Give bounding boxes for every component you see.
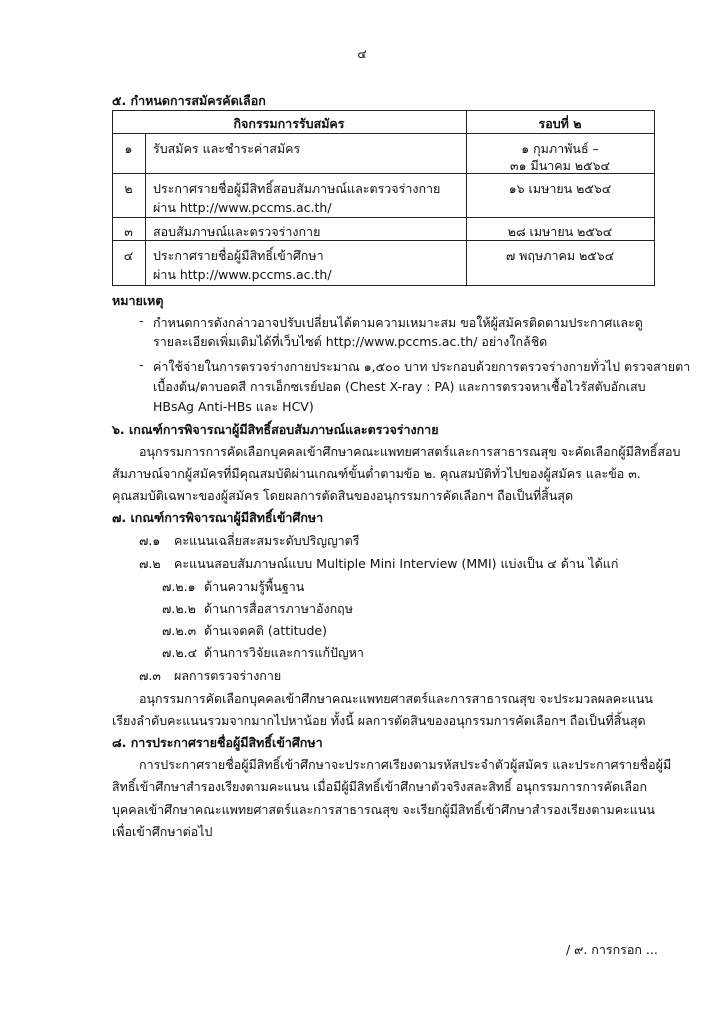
subitem-number: ๗.๒.๔ [162, 645, 198, 660]
note-text: HBsAg Anti-HBs และ HCV) [153, 399, 314, 414]
row-activity: ประกาศรายชื่อผู้มีสิทธิ์เข้าศึกษา [153, 248, 324, 263]
note-bullet: - [139, 313, 144, 328]
table-header-activity: กิจกรรมการรับสมัคร [233, 116, 345, 131]
subitem-number: ๗.๒.๓ [162, 623, 197, 638]
row-date: ๑๖ เมษายน ๒๕๖๔ [508, 181, 612, 196]
row-number: ๓ [124, 224, 133, 239]
criteria-item-text: คะแนนเฉลี่ยสะสมระดับปริญญาตรี [174, 533, 360, 548]
row-activity-link[interactable]: ผ่าน http://www.pccms.ac.th/ [153, 200, 332, 215]
section-6-body: คุณสมบัติเฉพาะของผู้สมัคร โดยผลการตัดสินของอนุกรรมการคัดเลือกฯ ถือเป็นที่สิ้นสุด [112, 488, 574, 503]
subitem-number: ๗.๒.๑ [162, 579, 196, 594]
criteria-item-number: ๗.๒ [139, 556, 161, 571]
page-number: ๔ [357, 46, 367, 61]
section-6-body: สัมภาษณ์จากผู้สมัครที่มีคุณสมบัติผ่านเกณฑ์ขั้นต่ำตามข้อ ๒. คุณสมบัติทั่วไปของผู้สมัคร และข้อ ๓. [112, 466, 641, 481]
note-title: หมายเหตุ [112, 293, 164, 308]
section-7-title: ๗. เกณฑ์การพิจารณาผู้มีสิทธิ์เข้าศึกษา [112, 510, 324, 525]
row-date: ๗ พฤษภาคม ๒๕๖๔ [505, 248, 615, 263]
row-number: ๑ [124, 141, 133, 156]
section-6-body: อนุกรรมการการคัดเลือกบุคคลเข้าศึกษาคณะแพทยศาสตร์และการสาธารณสุข จะคัดเลือกผู้มีสิทธิ์สอบ [139, 444, 681, 459]
row-date: ๑ กุมภาพันธ์ – [521, 141, 599, 156]
page-continuation: / ๙. การกรอก ... [566, 942, 658, 957]
subitem-text: ด้านเจตคติ (attitude) [204, 623, 327, 638]
note-text: ค่าใช้จ่ายในการตรวจร่างกายประมาณ ๑,๕๐๐ บาท ประกอบด้วยการตรวจร่างกายทั่วไป ตรวจสายตา [153, 359, 691, 374]
section-8-title: ๘. การประกาศรายชื่อผู้มีสิทธิ์เข้าศึกษา [112, 735, 323, 750]
criteria-item-text: ผลการตรวจร่างกาย [174, 668, 282, 683]
criteria-item-number: ๗.๓ [139, 668, 161, 683]
subitem-text: ด้านการสื่อสารภาษาอังกฤษ [204, 601, 353, 616]
note-text: รายละเอียดเพิ่มเติมได้ที่เว็บไซต์ http://www.pccms.ac.th/ อย่างใกล้ชิด [153, 334, 548, 349]
row-activity-link[interactable]: ผ่าน http://www.pccms.ac.th/ [153, 267, 332, 282]
section-8-body: การประกาศรายชื่อผู้มีสิทธิ์เข้าศึกษาจะประกาศเรียงตามรหัสประจำตัวผู้สมัคร และประกาศรายชื่อผู้มี [139, 757, 672, 772]
row-number: ๔ [123, 248, 134, 263]
row-date: ๓๑ มีนาคม ๒๕๖๔ [510, 158, 610, 173]
note-text: กำหนดการดังกล่าวอาจปรับเปลี่ยนได้ตามความเหมาะสม ขอให้ผู้สมัครติดตามประกาศและดู [153, 315, 643, 330]
criteria-item-text: คะแนนสอบสัมภาษณ์แบบ Multiple Mini Interview (MMI) แบ่งเป็น ๔ ด้าน ได้แก่ [174, 556, 619, 571]
subitem-number: ๗.๒.๒ [162, 601, 196, 616]
section-8-body: สิทธิ์เข้าศึกษาสำรองเรียงตามคะแนน เมื่อมีผู้มีสิทธิ์เข้าศึกษาตัวจริงสละสิทธิ์ อนุกรรมการการคัดเลือก [112, 779, 648, 794]
row-activity: ประกาศรายชื่อผู้มีสิทธิ์สอบสัมภาษณ์และตรวจร่างกาย [153, 181, 441, 196]
row-activity: รับสมัคร และชำระค่าสมัคร [153, 141, 301, 156]
table-header-round: รอบที่ ๒ [538, 116, 582, 131]
row-activity: สอบสัมภาษณ์และตรวจร่างกาย [153, 224, 321, 239]
criteria-item-number: ๗.๑ [139, 533, 161, 548]
subitem-text: ด้านความรู้พื้นฐาน [204, 579, 305, 594]
section-5-title: ๕. กำหนดการสมัครคัดเลือก [112, 93, 266, 108]
note-text: เบื้องต้น/ตาบอดสี การเอ็กซเรย์ปอด (Chest X-ray : PA) และการตรวจหาเชื้อไวรัสตับอักเสบ [153, 379, 646, 394]
section-8-body: บุคคลเข้าศึกษาคณะแพทยศาสตร์และการสาธารณสุข จะเรียกผู้มีสิทธิ์เข้าศึกษาสำรองเรียงตามคะแนน [112, 802, 655, 817]
section-7-body: อนุกรรมการคัดเลือกบุคคลเข้าศึกษาคณะแพทยศาสตร์และการสาธารณสุข จะประมวลผลคะแนน [139, 691, 653, 706]
row-number: ๒ [124, 181, 133, 196]
section-7-body: เรียงลำดับคะแนนรวมจากมากไปหาน้อย ทั้งนี้ ผลการตัดสินของอนุกรรมการคัดเลือกฯ ถือเป็นที่สิ้นสุด [112, 713, 646, 728]
section-8-body: เพื่อเข้าศึกษาต่อไป [112, 824, 213, 839]
note-bullet: - [139, 357, 144, 372]
section-6-title: ๖. เกณฑ์การพิจารณาผู้มีสิทธิ์สอบสัมภาษณ์และตรวจร่างกาย [112, 422, 439, 437]
row-date: ๒๘ เมษายน ๒๕๖๔ [507, 224, 613, 239]
subitem-text: ด้านการวิจัยและการแก้ปัญหา [204, 645, 364, 660]
